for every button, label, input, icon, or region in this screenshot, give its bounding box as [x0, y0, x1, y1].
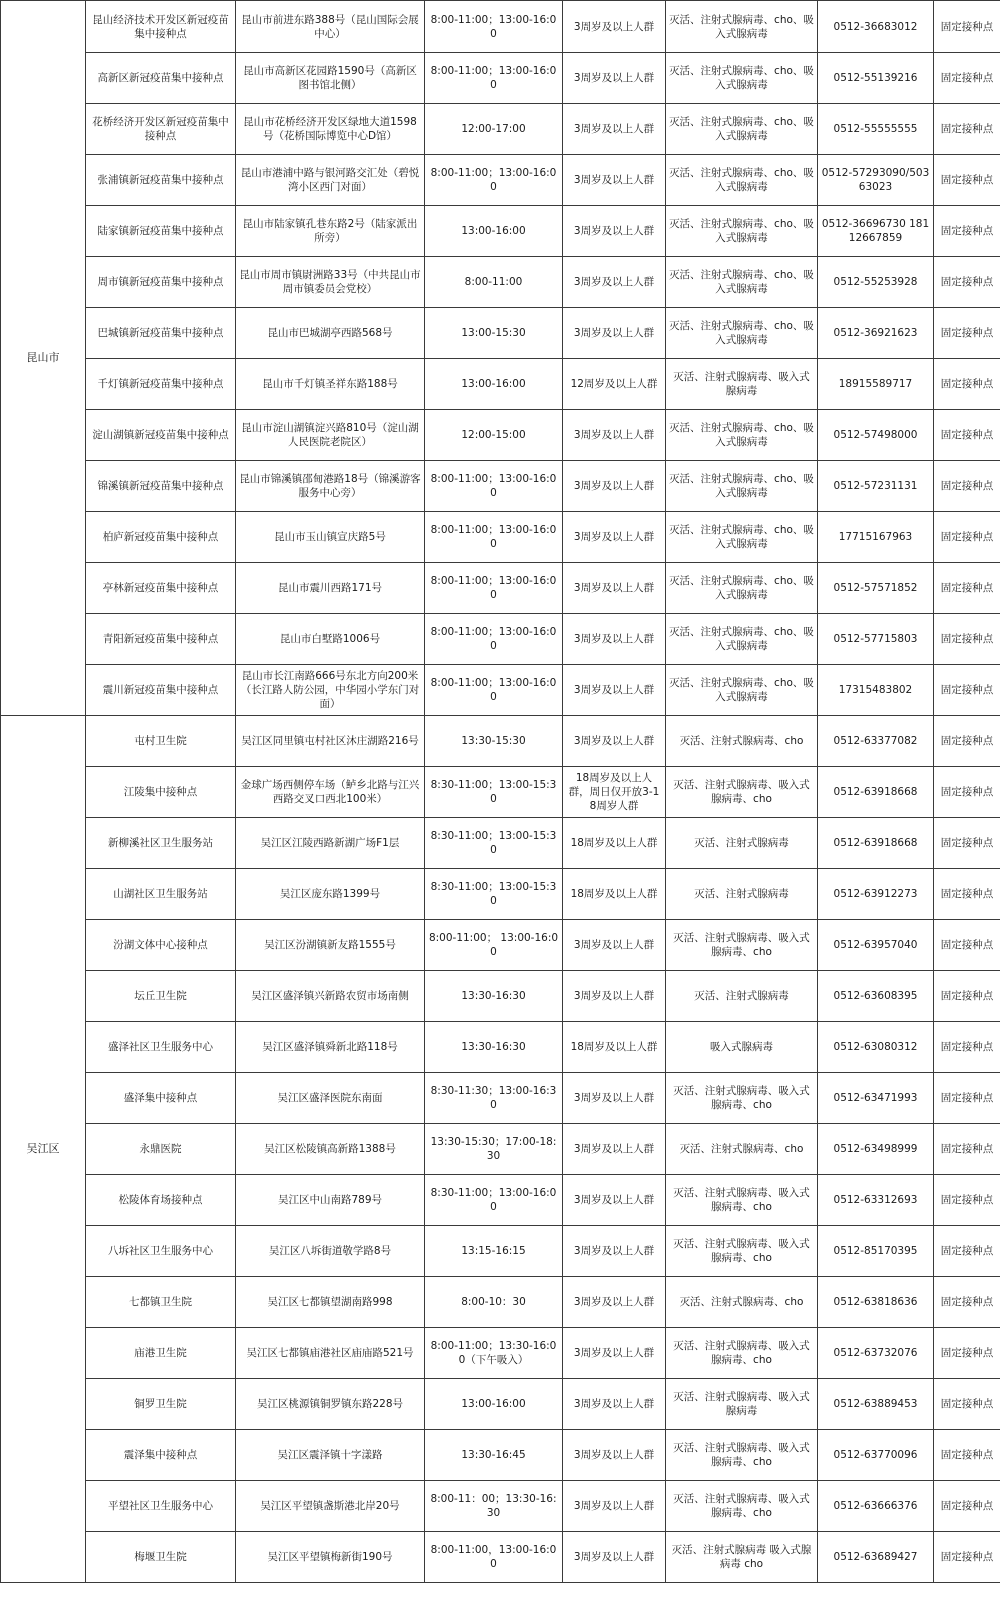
- site-address-cell: 昆山市周市镇尉洲路33号（中共昆山市周市镇委员会党校）: [236, 257, 425, 308]
- site-type-cell: 固定接种点: [934, 206, 1000, 257]
- site-hours-cell: 8:30-11:30；13:00-16:30: [425, 1073, 563, 1124]
- site-name-cell: 柏庐新冠疫苗集中接种点: [86, 512, 236, 563]
- site-type-cell: 固定接种点: [934, 1022, 1000, 1073]
- site-type-cell: 固定接种点: [934, 1277, 1000, 1328]
- site-address-cell: 昆山市巴城湖亭西路568号: [236, 308, 425, 359]
- site-age-cell: 3周岁及以上人群: [563, 1277, 666, 1328]
- site-name-cell: 铜罗卫生院: [86, 1379, 236, 1430]
- site-age-cell: 3周岁及以上人群: [563, 104, 666, 155]
- site-vaccine-cell: 灭活、注射式腺病毒、cho、吸入式腺病毒: [666, 53, 818, 104]
- site-age-cell: 3周岁及以上人群: [563, 410, 666, 461]
- site-age-cell: 3周岁及以上人群: [563, 1124, 666, 1175]
- site-vaccine-cell: 灭活、注射式腺病毒、吸入式腺病毒、cho: [666, 1328, 818, 1379]
- site-name-cell: 高新区新冠疫苗集中接种点: [86, 53, 236, 104]
- site-name-cell: 巴城镇新冠疫苗集中接种点: [86, 308, 236, 359]
- site-age-cell: 3周岁及以上人群: [563, 155, 666, 206]
- site-address-cell: 昆山市高新区花园路1590号（高新区图书馆北侧）: [236, 53, 425, 104]
- site-type-cell: 固定接种点: [934, 1481, 1000, 1532]
- site-address-cell: 吴江区汾湖镇新友路1555号: [236, 920, 425, 971]
- site-address-cell: 金球广场西侧停车场（鲈乡北路与江兴西路交叉口西北100米）: [236, 767, 425, 818]
- table-row: [1, 206, 1000, 257]
- site-type-cell: 固定接种点: [934, 1, 1000, 53]
- site-hours-cell: 12:00-15:00: [425, 410, 563, 461]
- site-age-cell: 3周岁及以上人群: [563, 461, 666, 512]
- table-row: [1, 767, 1000, 818]
- site-address-cell: 吴江区盛泽镇舜新北路118号: [236, 1022, 425, 1073]
- site-name-cell: 平望社区卫生服务中心: [86, 1481, 236, 1532]
- site-address-cell: 吴江区七都镇庙港社区庙庙路521号: [236, 1328, 425, 1379]
- site-vaccine-cell: 灭活、注射式腺病毒、cho、吸入式腺病毒: [666, 614, 818, 665]
- site-hours-cell: 13:30-15:30；17:00-18:30: [425, 1124, 563, 1175]
- site-type-cell: 固定接种点: [934, 1073, 1000, 1124]
- table-row: [1, 1328, 1000, 1379]
- site-hours-cell: 8:00-11:00；13:30-16:00（下午吸入）: [425, 1328, 563, 1379]
- site-age-cell: 3周岁及以上人群: [563, 512, 666, 563]
- site-name-cell: 青阳新冠疫苗集中接种点: [86, 614, 236, 665]
- site-age-cell: 3周岁及以上人群: [563, 1532, 666, 1583]
- site-name-cell: 山湖社区卫生服务站: [86, 869, 236, 920]
- site-address-cell: 吴江区平望镇盏斯港北岸20号: [236, 1481, 425, 1532]
- site-address-cell: 昆山市花桥经济开发区绿地大道1598号（花桥国际博览中心D馆）: [236, 104, 425, 155]
- site-hours-cell: 8:00-11:00；13:00-16:00: [425, 155, 563, 206]
- site-age-cell: 18周岁及以上人群: [563, 1022, 666, 1073]
- site-name-cell: 震川新冠疫苗集中接种点: [86, 665, 236, 716]
- site-hours-cell: 8:30-11:00；13:00-16:00: [425, 1175, 563, 1226]
- site-vaccine-cell: 灭活、注射式腺病毒、cho: [666, 1277, 818, 1328]
- site-name-cell: 盛泽社区卫生服务中心: [86, 1022, 236, 1073]
- table-row: [1, 104, 1000, 155]
- site-hours-cell: 8:00-11：00；13:30-16:30: [425, 1481, 563, 1532]
- site-phone-cell: 0512-57715803: [818, 614, 934, 665]
- site-phone-cell: 0512-63957040: [818, 920, 934, 971]
- site-vaccine-cell: 灭活、注射式腺病毒、cho、吸入式腺病毒: [666, 104, 818, 155]
- site-hours-cell: 8:00-11:00；13:00-16:00: [425, 461, 563, 512]
- site-hours-cell: 13:30-16:30: [425, 1022, 563, 1073]
- table-row: [1, 1379, 1000, 1430]
- site-type-cell: 固定接种点: [934, 257, 1000, 308]
- table-row: [1, 1277, 1000, 1328]
- table-row: [1, 308, 1000, 359]
- site-age-cell: 3周岁及以上人群: [563, 257, 666, 308]
- site-type-cell: 固定接种点: [934, 818, 1000, 869]
- site-address-cell: 昆山市淀山湖镇淀兴路810号（淀山湖人民医院老院区）: [236, 410, 425, 461]
- table-row: [1, 614, 1000, 665]
- site-name-cell: 花桥经济开发区新冠疫苗集中接种点: [86, 104, 236, 155]
- site-hours-cell: 8:00-11:00；13:00-16:00: [425, 53, 563, 104]
- site-phone-cell: 0512-63080312: [818, 1022, 934, 1073]
- table-body: [1, 1, 1000, 1583]
- site-name-cell: 庙港卫生院: [86, 1328, 236, 1379]
- site-address-cell: 吴江区七都镇望湖南路998: [236, 1277, 425, 1328]
- site-phone-cell: 0512-57293090/50363023: [818, 155, 934, 206]
- site-address-cell: 昆山市前进东路388号（昆山国际会展中心）: [236, 1, 425, 53]
- table-row: [1, 716, 1000, 767]
- site-type-cell: 固定接种点: [934, 614, 1000, 665]
- site-type-cell: 固定接种点: [934, 767, 1000, 818]
- table-row: [1, 410, 1000, 461]
- site-address-cell: 吴江区中山南路789号: [236, 1175, 425, 1226]
- district-cell: 昆山市: [1, 1, 86, 716]
- site-name-cell: 陆家镇新冠疫苗集中接种点: [86, 206, 236, 257]
- site-vaccine-cell: 灭活、注射式腺病毒、cho、吸入式腺病毒: [666, 155, 818, 206]
- site-age-cell: 3周岁及以上人群: [563, 1175, 666, 1226]
- site-name-cell: 周市镇新冠疫苗集中接种点: [86, 257, 236, 308]
- site-name-cell: 淀山湖镇新冠疫苗集中接种点: [86, 410, 236, 461]
- site-type-cell: 固定接种点: [934, 461, 1000, 512]
- table-row: [1, 1175, 1000, 1226]
- site-hours-cell: 8:00-11:00，13:00-16:00: [425, 1532, 563, 1583]
- table-row: [1, 1226, 1000, 1277]
- site-name-cell: 八坼社区卫生服务中心: [86, 1226, 236, 1277]
- site-name-cell: 汾湖文体中心接种点: [86, 920, 236, 971]
- table-row: [1, 971, 1000, 1022]
- site-name-cell: 张浦镇新冠疫苗集中接种点: [86, 155, 236, 206]
- site-name-cell: 锦溪镇新冠疫苗集中接种点: [86, 461, 236, 512]
- site-hours-cell: 8:30-11:00；13:00-15:30: [425, 767, 563, 818]
- site-phone-cell: 0512-55555555: [818, 104, 934, 155]
- site-age-cell: 3周岁及以上人群: [563, 1073, 666, 1124]
- table-row: [1, 818, 1000, 869]
- site-phone-cell: 0512-57571852: [818, 563, 934, 614]
- site-phone-cell: 0512-57231131: [818, 461, 934, 512]
- site-hours-cell: 13:15-16:15: [425, 1226, 563, 1277]
- site-age-cell: 3周岁及以上人群: [563, 1328, 666, 1379]
- site-age-cell: 3周岁及以上人群: [563, 563, 666, 614]
- site-address-cell: 吴江区盛泽镇兴新路农贸市场南侧: [236, 971, 425, 1022]
- site-phone-cell: 0512-36696730 18112667859: [818, 206, 934, 257]
- site-vaccine-cell: 灭活、注射式腺病毒、cho: [666, 716, 818, 767]
- site-name-cell: 坛丘卫生院: [86, 971, 236, 1022]
- site-vaccine-cell: 灭活、注射式腺病毒、吸入式腺病毒: [666, 359, 818, 410]
- table-row: [1, 1022, 1000, 1073]
- site-address-cell: 吴江区盛泽医院东南面: [236, 1073, 425, 1124]
- site-hours-cell: 8:30-11:00；13:00-15:30: [425, 869, 563, 920]
- site-vaccine-cell: 灭活、注射式腺病毒、cho、吸入式腺病毒: [666, 665, 818, 716]
- site-type-cell: 固定接种点: [934, 971, 1000, 1022]
- site-phone-cell: 0512-63918668: [818, 818, 934, 869]
- site-age-cell: 3周岁及以上人群: [563, 53, 666, 104]
- site-vaccine-cell: 灭活、注射式腺病毒、吸入式腺病毒、cho: [666, 1430, 818, 1481]
- site-hours-cell: 8:00-11:00；13:00-16:00: [425, 1, 563, 53]
- site-hours-cell: 8:00-11:00: [425, 257, 563, 308]
- table-row: [1, 155, 1000, 206]
- site-vaccine-cell: 灭活、注射式腺病毒、cho: [666, 1124, 818, 1175]
- site-name-cell: 昆山经济技术开发区新冠疫苗集中接种点: [86, 1, 236, 53]
- site-phone-cell: 0512-55253928: [818, 257, 934, 308]
- site-address-cell: 吴江区松陵镇高新路1388号: [236, 1124, 425, 1175]
- site-hours-cell: 13:30-16:45: [425, 1430, 563, 1481]
- table-row: [1, 665, 1000, 716]
- site-type-cell: 固定接种点: [934, 563, 1000, 614]
- site-phone-cell: 0512-85170395: [818, 1226, 934, 1277]
- site-address-cell: 昆山市白墅路1006号: [236, 614, 425, 665]
- site-hours-cell: 8:00-10：30: [425, 1277, 563, 1328]
- site-address-cell: 昆山市震川西路171号: [236, 563, 425, 614]
- site-phone-cell: 0512-36683012: [818, 1, 934, 53]
- site-hours-cell: 13:00-16:00: [425, 206, 563, 257]
- site-type-cell: 固定接种点: [934, 1124, 1000, 1175]
- site-age-cell: 18周岁及以上人群: [563, 869, 666, 920]
- site-vaccine-cell: 灭活、注射式腺病毒: [666, 971, 818, 1022]
- site-vaccine-cell: 灭活、注射式腺病毒: [666, 869, 818, 920]
- site-name-cell: 松陵体育场接种点: [86, 1175, 236, 1226]
- site-age-cell: 3周岁及以上人群: [563, 1, 666, 53]
- site-address-cell: 吴江区江陵西路新湖广场F1层: [236, 818, 425, 869]
- site-age-cell: 3周岁及以上人群: [563, 1379, 666, 1430]
- site-name-cell: 屯村卫生院: [86, 716, 236, 767]
- site-type-cell: 固定接种点: [934, 716, 1000, 767]
- site-vaccine-cell: 灭活、注射式腺病毒、cho、吸入式腺病毒: [666, 1, 818, 53]
- site-vaccine-cell: 灭活、注射式腺病毒、cho、吸入式腺病毒: [666, 206, 818, 257]
- site-vaccine-cell: 灭活、注射式腺病毒 吸入式腺病毒 cho: [666, 1532, 818, 1583]
- site-vaccine-cell: 灭活、注射式腺病毒、cho、吸入式腺病毒: [666, 461, 818, 512]
- site-vaccine-cell: 灭活、注射式腺病毒: [666, 818, 818, 869]
- site-type-cell: 固定接种点: [934, 359, 1000, 410]
- table-row: [1, 461, 1000, 512]
- site-age-cell: 3周岁及以上人群: [563, 716, 666, 767]
- site-phone-cell: 0512-63312693: [818, 1175, 934, 1226]
- site-name-cell: 江陵集中接种点: [86, 767, 236, 818]
- site-age-cell: 3周岁及以上人群: [563, 1430, 666, 1481]
- site-hours-cell: 13:30-16:30: [425, 971, 563, 1022]
- site-vaccine-cell: 灭活、注射式腺病毒、cho、吸入式腺病毒: [666, 512, 818, 563]
- site-name-cell: 震泽集中接种点: [86, 1430, 236, 1481]
- site-vaccine-cell: 灭活、注射式腺病毒、吸入式腺病毒: [666, 1379, 818, 1430]
- site-address-cell: 昆山市陆家镇孔巷东路2号（陆家派出所旁）: [236, 206, 425, 257]
- site-type-cell: 固定接种点: [934, 410, 1000, 461]
- site-phone-cell: 0512-63471993: [818, 1073, 934, 1124]
- site-phone-cell: 0512-63689427: [818, 1532, 934, 1583]
- site-type-cell: 固定接种点: [934, 1379, 1000, 1430]
- site-type-cell: 固定接种点: [934, 1532, 1000, 1583]
- table-row: [1, 563, 1000, 614]
- site-phone-cell: 0512-63666376: [818, 1481, 934, 1532]
- table-row: [1, 1073, 1000, 1124]
- site-phone-cell: 17715167963: [818, 512, 934, 563]
- table-row: [1, 1481, 1000, 1532]
- site-phone-cell: 0512-63608395: [818, 971, 934, 1022]
- site-vaccine-cell: 灭活、注射式腺病毒、吸入式腺病毒、cho: [666, 920, 818, 971]
- site-phone-cell: 17315483802: [818, 665, 934, 716]
- site-type-cell: 固定接种点: [934, 869, 1000, 920]
- site-phone-cell: 0512-63732076: [818, 1328, 934, 1379]
- site-name-cell: 永鼎医院: [86, 1124, 236, 1175]
- table-row: [1, 512, 1000, 563]
- site-age-cell: 3周岁及以上人群: [563, 614, 666, 665]
- site-type-cell: 固定接种点: [934, 1328, 1000, 1379]
- site-address-cell: 吴江区震泽镇十字漾路: [236, 1430, 425, 1481]
- site-type-cell: 固定接种点: [934, 308, 1000, 359]
- site-vaccine-cell: 灭活、注射式腺病毒、cho、吸入式腺病毒: [666, 257, 818, 308]
- site-age-cell: 18周岁及以上人群，周日仅开放3-18周岁人群: [563, 767, 666, 818]
- table-row: [1, 869, 1000, 920]
- site-address-cell: 吴江区八坼街道敬学路8号: [236, 1226, 425, 1277]
- site-address-cell: 昆山市锦溪镇邵甸港路18号（锦溪游客服务中心旁）: [236, 461, 425, 512]
- site-phone-cell: 0512-63912273: [818, 869, 934, 920]
- site-type-cell: 固定接种点: [934, 104, 1000, 155]
- table-row: [1, 257, 1000, 308]
- site-age-cell: 3周岁及以上人群: [563, 971, 666, 1022]
- site-age-cell: 18周岁及以上人群: [563, 818, 666, 869]
- site-vaccine-cell: 吸入式腺病毒: [666, 1022, 818, 1073]
- site-vaccine-cell: 灭活、注射式腺病毒、吸入式腺病毒、cho: [666, 1226, 818, 1277]
- table-row: [1, 1, 1000, 53]
- site-age-cell: 3周岁及以上人群: [563, 308, 666, 359]
- site-name-cell: 亭林新冠疫苗集中接种点: [86, 563, 236, 614]
- site-vaccine-cell: 灭活、注射式腺病毒、吸入式腺病毒、cho: [666, 767, 818, 818]
- site-type-cell: 固定接种点: [934, 1430, 1000, 1481]
- site-type-cell: 固定接种点: [934, 1226, 1000, 1277]
- site-hours-cell: 12:00-17:00: [425, 104, 563, 155]
- site-type-cell: 固定接种点: [934, 665, 1000, 716]
- site-name-cell: 新柳溪社区卫生服务站: [86, 818, 236, 869]
- site-hours-cell: 8:00-11:00；13:00-16:00: [425, 512, 563, 563]
- site-hours-cell: 8:00-11:00；13:00-16:00: [425, 614, 563, 665]
- site-name-cell: 盛泽集中接种点: [86, 1073, 236, 1124]
- site-phone-cell: 0512-36921623: [818, 308, 934, 359]
- site-phone-cell: 0512-57498000: [818, 410, 934, 461]
- site-address-cell: 昆山市长江南路666号东北方向200米（长江路人防公园，中华园小学东门对面）: [236, 665, 425, 716]
- site-address-cell: 昆山市玉山镇宣庆路5号: [236, 512, 425, 563]
- site-address-cell: 吴江区庞东路1399号: [236, 869, 425, 920]
- table-row: [1, 1532, 1000, 1583]
- site-vaccine-cell: 灭活、注射式腺病毒、吸入式腺病毒、cho: [666, 1481, 818, 1532]
- site-phone-cell: 0512-63377082: [818, 716, 934, 767]
- site-vaccine-cell: 灭活、注射式腺病毒、cho、吸入式腺病毒: [666, 308, 818, 359]
- site-type-cell: 固定接种点: [934, 1175, 1000, 1226]
- site-hours-cell: 13:00-16:00: [425, 1379, 563, 1430]
- site-address-cell: 昆山市港浦中路与银河路交汇处（碧悦湾小区西门对面）: [236, 155, 425, 206]
- site-phone-cell: 18915589717: [818, 359, 934, 410]
- site-vaccine-cell: 灭活、注射式腺病毒、吸入式腺病毒、cho: [666, 1073, 818, 1124]
- table-row: [1, 920, 1000, 971]
- site-address-cell: 吴江区同里镇屯村社区沐庄湖路216号: [236, 716, 425, 767]
- district-cell: 吴江区: [1, 716, 86, 1583]
- site-address-cell: 吴江区平望镇梅新街190号: [236, 1532, 425, 1583]
- table-row: [1, 1430, 1000, 1481]
- site-type-cell: 固定接种点: [934, 512, 1000, 563]
- site-address-cell: 吴江区桃源镇铜罗镇东路228号: [236, 1379, 425, 1430]
- site-hours-cell: 13:00-15:30: [425, 308, 563, 359]
- site-phone-cell: 0512-63498999: [818, 1124, 934, 1175]
- site-phone-cell: 0512-55139216: [818, 53, 934, 104]
- site-age-cell: 3周岁及以上人群: [563, 920, 666, 971]
- site-name-cell: 千灯镇新冠疫苗集中接种点: [86, 359, 236, 410]
- table-row: [1, 53, 1000, 104]
- site-phone-cell: 0512-63889453: [818, 1379, 934, 1430]
- site-type-cell: 固定接种点: [934, 53, 1000, 104]
- site-hours-cell: 8:00-11:00；13:00-16:00: [425, 563, 563, 614]
- site-phone-cell: 0512-63770096: [818, 1430, 934, 1481]
- site-name-cell: 梅堰卫生院: [86, 1532, 236, 1583]
- site-hours-cell: 13:00-16:00: [425, 359, 563, 410]
- site-phone-cell: 0512-63918668: [818, 767, 934, 818]
- site-age-cell: 3周岁及以上人群: [563, 1226, 666, 1277]
- site-age-cell: 3周岁及以上人群: [563, 206, 666, 257]
- site-type-cell: 固定接种点: [934, 920, 1000, 971]
- table-row: [1, 1124, 1000, 1175]
- site-hours-cell: 8:00-11:00；13:00-16:00: [425, 665, 563, 716]
- site-vaccine-cell: 灭活、注射式腺病毒、cho、吸入式腺病毒: [666, 410, 818, 461]
- site-hours-cell: 8:30-11:00；13:00-15:30: [425, 818, 563, 869]
- site-vaccine-cell: 灭活、注射式腺病毒、cho、吸入式腺病毒: [666, 563, 818, 614]
- site-type-cell: 固定接种点: [934, 155, 1000, 206]
- site-age-cell: 12周岁及以上人群: [563, 359, 666, 410]
- site-age-cell: 3周岁及以上人群: [563, 665, 666, 716]
- table-row: [1, 359, 1000, 410]
- site-hours-cell: 13:30-15:30: [425, 716, 563, 767]
- site-age-cell: 3周岁及以上人群: [563, 1481, 666, 1532]
- site-phone-cell: 0512-63818636: [818, 1277, 934, 1328]
- site-hours-cell: 8:00-11:00； 13:00-16:00: [425, 920, 563, 971]
- site-vaccine-cell: 灭活、注射式腺病毒、吸入式腺病毒、cho: [666, 1175, 818, 1226]
- site-address-cell: 昆山市千灯镇圣祥东路188号: [236, 359, 425, 410]
- site-name-cell: 七都镇卫生院: [86, 1277, 236, 1328]
